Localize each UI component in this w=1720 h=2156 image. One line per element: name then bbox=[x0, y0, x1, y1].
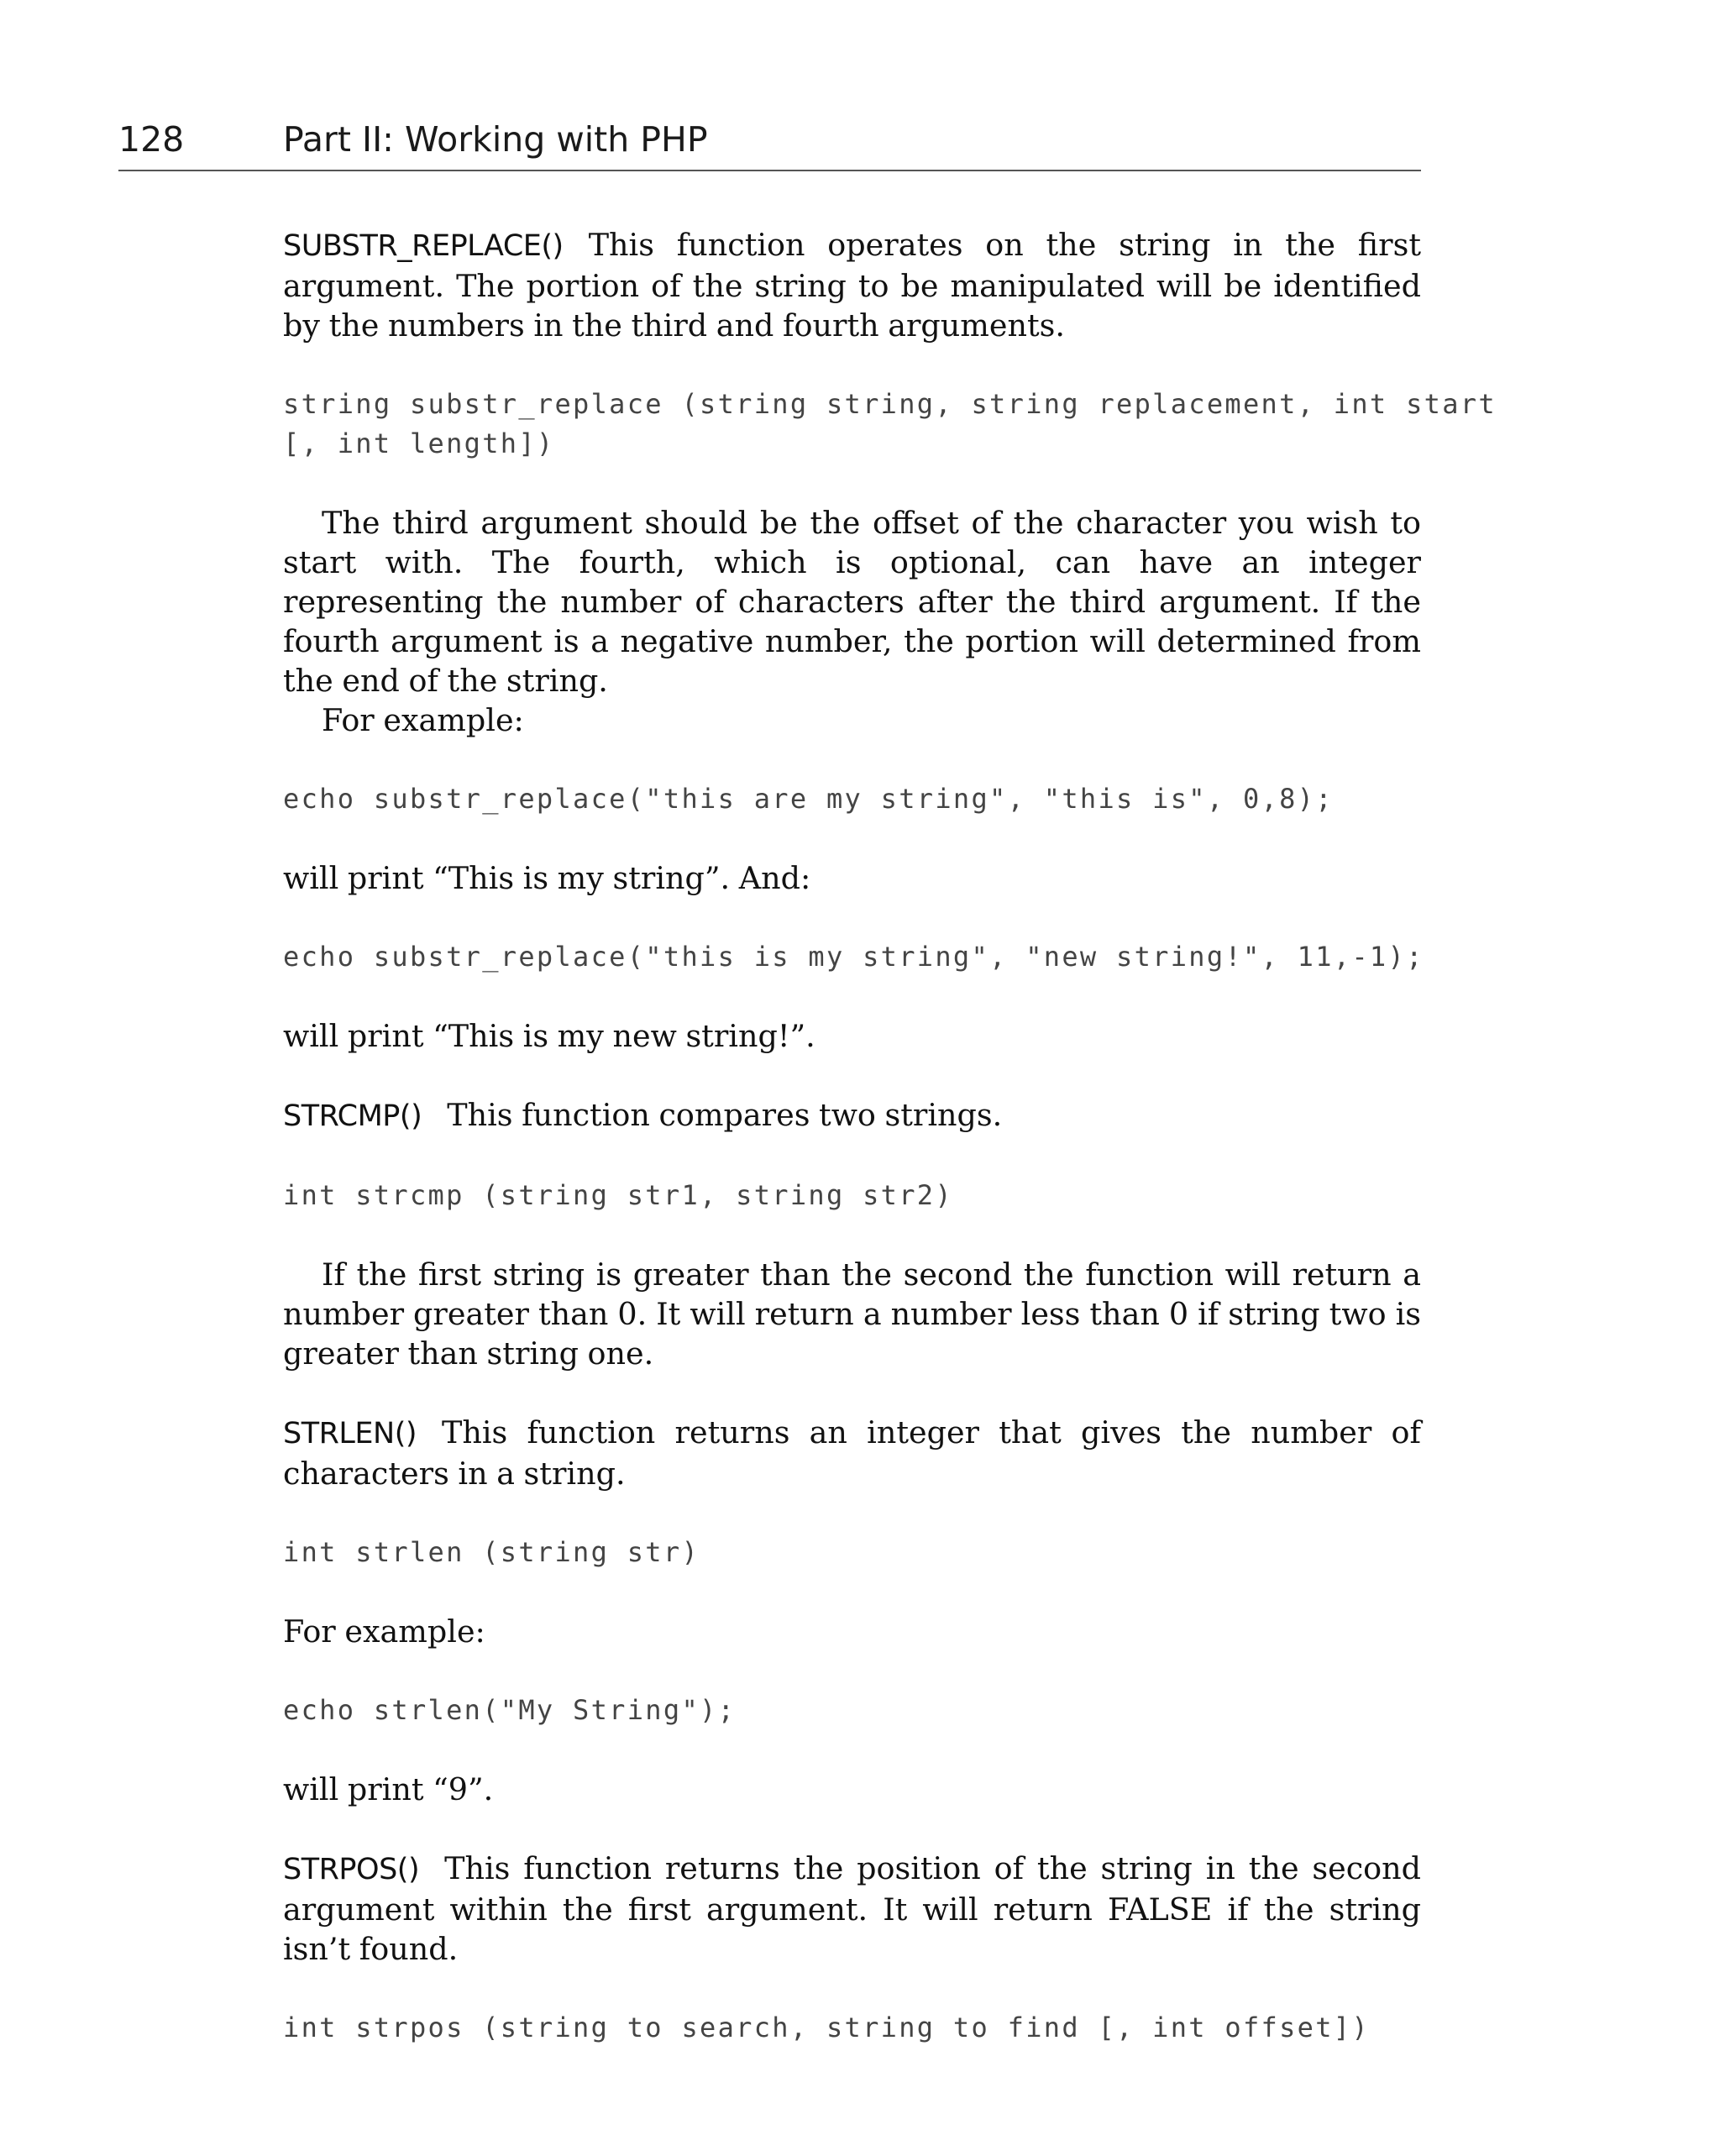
function-name-substr-replace: SUBSTR_REPLACE() bbox=[283, 229, 564, 263]
substr-replace-example-1-code: echo substr_replace("this are my string", "this is", 0,8); bbox=[283, 783, 1334, 815]
strpos-description: This function returns the position of the string in the second argument within the first argument. It will return FALSE if the string isn’t found. bbox=[283, 1850, 1421, 1967]
strpos-signature: int strpos (string to search, string to find [, int offset]) bbox=[283, 2012, 1370, 2043]
strlen-description: This function returns an integer that gives the number of characters in a string. bbox=[283, 1414, 1421, 1492]
strlen-signature: int strlen (string str) bbox=[283, 1536, 700, 1568]
running-title: Part II: Working with PHP bbox=[283, 119, 708, 160]
strpos-intro bbox=[283, 1849, 1421, 1969]
strlen-example-code: echo strlen("My String"); bbox=[283, 1694, 737, 1726]
page-body bbox=[283, 225, 1497, 2048]
substr-replace-example-2-code: echo substr_replace("this is my string", "new string!", 11,-1); bbox=[283, 941, 1424, 973]
function-name-strlen: STRLEN() bbox=[283, 1417, 417, 1450]
strlen-for-example: For example: bbox=[283, 1613, 485, 1650]
substr-replace-description: This function operates on the string in the first argument. The portion of the string to be manipulated will be identified by the numbers in the third and fourth arguments. bbox=[283, 227, 1421, 344]
substr-replace-for-example: For example: bbox=[322, 702, 524, 738]
function-name-strcmp: STRCMP() bbox=[283, 1099, 422, 1133]
strcmp-paragraph: If the first string is greater than the second the function will return a number greater than 0. It will return a number less than 0 if string two is greater than string one. bbox=[283, 1256, 1421, 1372]
substr-replace-signature-line-1: string substr_replace (string string, string replacement, int start bbox=[283, 388, 1497, 420]
page-header bbox=[118, 118, 1421, 171]
function-name-strpos: STRPOS() bbox=[283, 1853, 420, 1886]
substr-replace-example-2-result: will print “This is my new string!”. bbox=[283, 1018, 815, 1054]
strlen-intro bbox=[283, 1413, 1421, 1493]
page-number: 128 bbox=[118, 119, 185, 160]
strcmp-intro bbox=[283, 1095, 1421, 1136]
strcmp-description: This function compares two strings. bbox=[447, 1097, 1003, 1133]
substr-replace-example-1-result: will print “This is my string”. And: bbox=[283, 860, 811, 896]
substr-replace-signature-line-2: [, int length]) bbox=[283, 428, 555, 459]
substr-replace-paragraph: The third argument should be the offset of the character you wish to start with. The fourth, which is optional, can have an integer representing the number of characters after the third argument. If the fourth argument is a negative number, the portion will determined from the end of the string. bbox=[283, 505, 1421, 699]
strcmp-signature: int strcmp (string str1, string str2) bbox=[283, 1179, 953, 1211]
substr-replace-intro bbox=[283, 225, 1421, 345]
strlen-example-result: will print “9”. bbox=[283, 1771, 494, 1807]
